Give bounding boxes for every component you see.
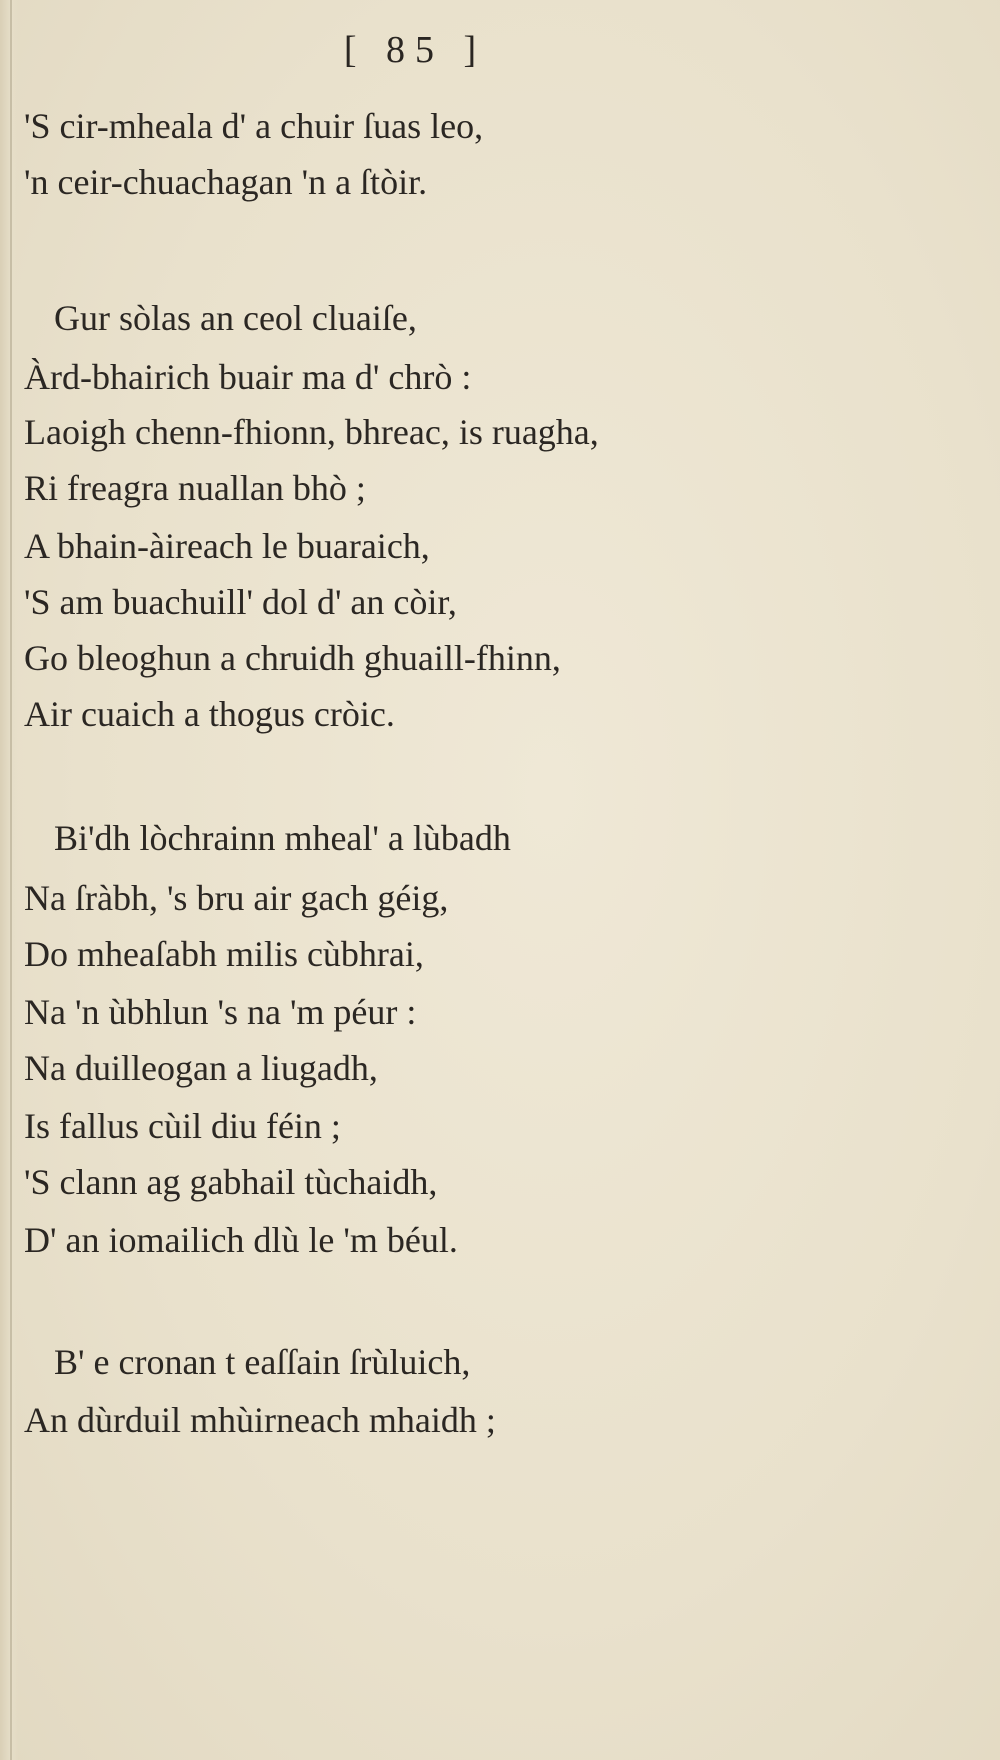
verse-line: Na duilleogan a liugadh, — [24, 1048, 378, 1088]
verse-line: Na ſràbh, 's bru air gach géig, — [24, 878, 449, 918]
verse-line: Is fallus cùil diu féin ; — [24, 1106, 341, 1146]
verse-line: 'S clann ag gabhail tùchaidh, — [24, 1162, 438, 1202]
verse-line: Go bleoghun a chruidh ghuaill-fhinn, — [24, 638, 561, 678]
verse-line: Gur sòlas an ceol cluaiſe, — [54, 298, 417, 338]
verse-line: D' an iomailich dlù le 'm béul. — [24, 1220, 458, 1260]
verse-line: Ri freagra nuallan bhò ; — [24, 468, 366, 508]
verse-line: Do mheaſabh milis cùbhrai, — [24, 934, 424, 974]
page-number: [ 85 ] — [343, 29, 487, 71]
verse-line: Àrd-bhairich buair ma d' chrò : — [24, 357, 472, 397]
verse-line: 'n ceir-chuachagan 'n a ſtòir. — [24, 162, 428, 202]
verse-line: 'S cir-mheala d' a chuir ſuas leo, — [24, 106, 484, 146]
verse-line: B' e cronan t eaſſain ſrùluich, — [54, 1342, 471, 1382]
verse-line: 'S am buachuill' dol d' an còir, — [24, 582, 457, 622]
verse-line: Air cuaich a thogus cròic. — [24, 694, 395, 734]
binding-shadow-line — [10, 0, 12, 1760]
verse-line: Na 'n ùbhlun 's na 'm péur : — [24, 992, 417, 1032]
verse-line: Bi'dh lòchrainn mheal' a lùbadh — [54, 818, 511, 858]
verse-line: An dùrduil mhùirneach mhaidh ; — [24, 1400, 496, 1440]
verse-line: A bhain-àireach le buaraich, — [24, 526, 430, 566]
binding-edge — [0, 0, 18, 1760]
verse-line: Laoigh chenn-fhionn, bhreac, is ruagha, — [24, 412, 599, 452]
